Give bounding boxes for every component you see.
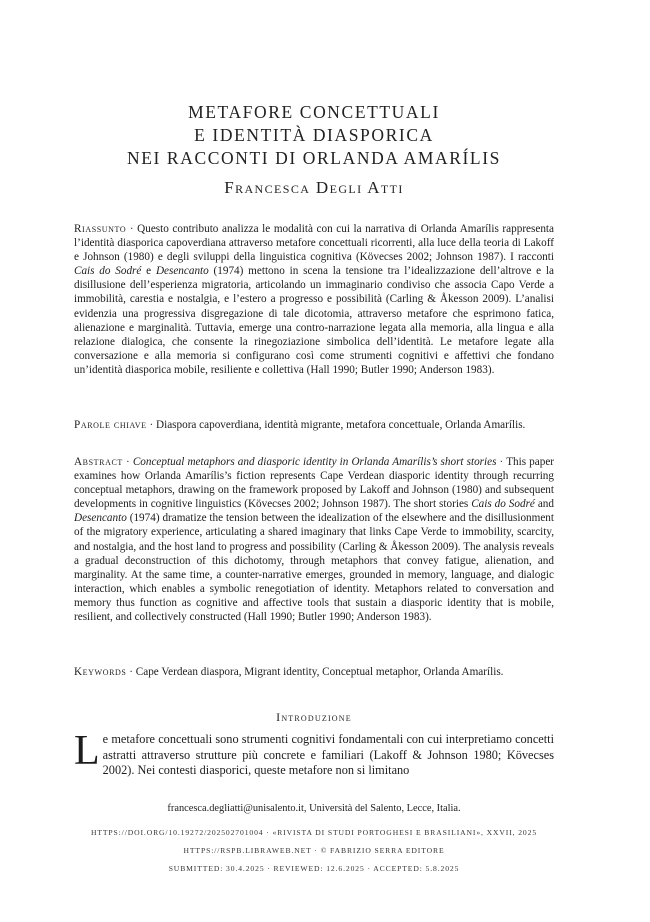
section-heading-introduzione: Introduzione — [276, 710, 352, 724]
doi-line: HTTPS://DOI.ORG/10.19272/202502701004 · «RIVISTA DI STUDI PORTOGHESI E BRASILIANI», XXVII, 2025 — [90, 828, 538, 837]
parole-chiave-sep: · — [146, 419, 156, 431]
article-title — [74, 101, 554, 170]
abstract-label: Abstract — [74, 456, 123, 468]
riassunto-label: Riassunto — [74, 223, 127, 235]
publisher-line: HTTPS://RSPB.LIBRAWEB.NET · © FABRIZIO SERRA EDITORE — [183, 846, 445, 855]
abstract-sep: · — [122, 456, 133, 468]
abstract-title: Conceptual metaphors and diasporic identity in Orlanda Amarílis’s short stories — [132, 456, 497, 468]
author-name: Francesca Degli Atti — [224, 178, 404, 197]
riassunto-text-1: Questo contributo analizza le modalità con cui la narrativa di Orlanda Amarílis rappresenta l’identità diasporica capoverdiana attraverso metafore concettuali ricorrenti, alla luce della teoria di Lakoff e Johnson (1980) e degli sviluppi della linguistica cognitiva (Kövecses 2002; Johnson 1987). I racconti — [74, 223, 554, 264]
riassunto-text-2: e — [141, 265, 156, 278]
title-line-3: NEI RACCONTI DI ORLANDA AMARÍLIS — [127, 148, 501, 168]
intro-text: e metafore concettuali sono strumenti cognitivi fondamentali con cui interpretiamo concetti astratti attraverso strutture più concrete e familiari (Lakoff & Johnson 1980; Kövecses 2002). Nei contesti diasporici, queste metafore non si limitano — [102, 732, 554, 778]
riassunto-italic-1: Cais do Sodré — [74, 265, 142, 278]
drop-cap: L — [74, 728, 100, 774]
parole-chiave-label: Parole chiave — [74, 419, 147, 431]
dates-line: SUBMITTED: 30.4.2025 · REVIEWED: 12.6.2025 · ACCEPTED: 5.8.2025 — [168, 864, 460, 873]
keywords-block — [74, 665, 554, 679]
riassunto-block — [74, 222, 554, 377]
keywords-sep: · — [126, 666, 136, 678]
author-footnote: francesca.degliatti@unisalento.it, Università del Salento, Lecce, Italia. — [167, 803, 461, 814]
abstract-text-1: This paper examines how Orlanda Amarílis’s fiction represents Cape Verdean diasporic identity through recurring conceptual metaphors, drawing on the framework proposed by Lakoff and Johnson (1980) and subsequent developments in cognitive linguistics (Kövecses 2002; Johnson 1987). The short stories — [74, 456, 555, 511]
title-line-1: METAFORE CONCETTUALI — [188, 102, 440, 122]
abstract-text-2: and — [534, 498, 554, 511]
abstract-block — [74, 455, 554, 624]
abstract-italic-2: Desencanto — [74, 512, 127, 525]
title-line-2: E IDENTITÀ DIASPORICA — [194, 125, 434, 145]
riassunto-italic-2: Desencanto — [155, 265, 209, 278]
riassunto-sep: · — [126, 223, 138, 235]
riassunto-text-3: (1974) mettono in scena la tensione tra l’idealizzazione dell’altrove e la disillusione dell’esperienza migratoria, articolando un immaginario condiviso che associa Capo Verde a immobilità, carestia e nostalgia, e l’estero a progresso e possibilità (Carling & Åkesson 2009). L’analisi evidenzia una progressiva disgregazione di tale dicotomia, attraverso metafore che esprimono fatica, alienazione e marginalità. Tuttavia, emerge una contro-narrazione legata alla memoria, alla lingua e alla relazione dialogica, che consente la rinegoziazione simbolica dell’identità. Le metafore legate alla conversazione e alla memoria si configurano così come strumenti cognitivi e affettivi che fondano un’identità diasporica mobile, resiliente e collettiva (Hall 1990; Butler 1990; Anderson 1983). — [74, 265, 555, 376]
keywords-text: Cape Verdean diaspora, Migrant identity, Conceptual metaphor, Orlanda Amarílis. — [135, 666, 504, 678]
abstract-italic-1: Cais do Sodré — [471, 498, 535, 511]
intro-paragraph — [74, 728, 554, 779]
parole-chiave-block — [74, 418, 554, 432]
abstract-text-3: (1974) dramatize the tension between the idealization of the elsewhere and the disillusionment of the migratory experience, articulating a shared imaginary that links Cape Verde to immobility, scarcity, and nostalgia, and the host land to progress and possibility (Carling & Åkesson 2009). The analysis reveals a gradual deconstruction of this dichotomy, through metaphors that convey fatigue, alienation, and marginality. At the same time, a counter-narrative emerges, grounded in memory, language, and dialogic interaction, which enables a symbolic renegotiation of identity. Metaphors related to conversation and memory thus function as cognitive and affective tools that sustain a diasporic identity that is mobile, resilient, and collectively constructed (Hall 1990; Butler 1990; Anderson 1983). — [74, 512, 554, 624]
parole-chiave-text: Diaspora capoverdiana, identità migrante, metafora concettuale, Orlanda Amarílis. — [156, 419, 526, 431]
abstract-sep-2: · — [496, 456, 507, 468]
keywords-label: Keywords — [74, 666, 127, 678]
